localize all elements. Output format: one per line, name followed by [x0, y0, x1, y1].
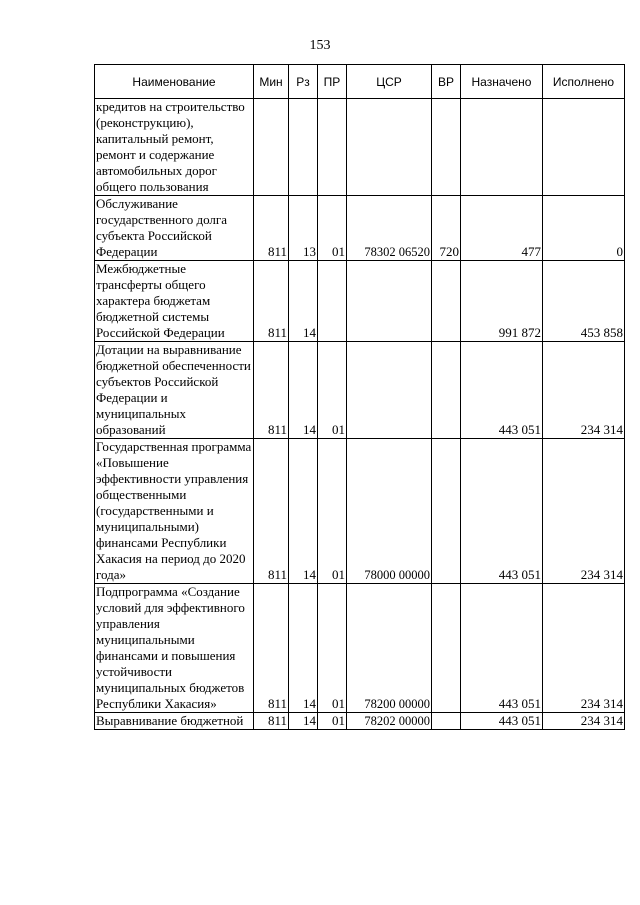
header-assigned: Назначено [461, 65, 543, 99]
cell-name: Дотации на выравнивание бюджетной обеспеченности субъектов Российской Федерации и муниципальных образований [95, 342, 254, 439]
cell-min: 811 [254, 713, 289, 730]
cell-executed: 234 314 [543, 439, 625, 584]
cell-vr [432, 342, 461, 439]
table-row [95, 584, 625, 713]
cell-min: 811 [254, 342, 289, 439]
cell-assigned: 443 051 [461, 439, 543, 584]
cell-min: 811 [254, 196, 289, 261]
cell-name: Государственная программа «Повышение эффективности управления общественными (государственными и муниципальными) финансами Республики Хакасия на период до 2020 года» [95, 439, 254, 584]
cell-vr [432, 439, 461, 584]
cell-executed: 0 [543, 196, 625, 261]
cell-rz: 14 [289, 342, 318, 439]
cell-name: Выравнивание бюджетной [95, 713, 254, 730]
cell-pr: 01 [318, 584, 347, 713]
cell-assigned: 991 872 [461, 261, 543, 342]
cell-assigned: 443 051 [461, 713, 543, 730]
cell-executed: 234 314 [543, 584, 625, 713]
cell-rz: 14 [289, 261, 318, 342]
cell-csr [347, 99, 432, 196]
header-min: Мин [254, 65, 289, 99]
table-row [95, 342, 625, 439]
cell-vr [432, 261, 461, 342]
cell-vr: 720 [432, 196, 461, 261]
page-number: 153 [309, 38, 331, 53]
cell-executed: 453 858 [543, 261, 625, 342]
cell-rz [289, 99, 318, 196]
cell-rz: 14 [289, 584, 318, 713]
cell-min: 811 [254, 584, 289, 713]
cell-csr: 78202 00000 [347, 713, 432, 730]
cell-csr [347, 342, 432, 439]
table-row [95, 99, 625, 196]
cell-pr: 01 [318, 342, 347, 439]
cell-pr [318, 99, 347, 196]
cell-min: 811 [254, 439, 289, 584]
table-row [95, 196, 625, 261]
table-row [95, 261, 625, 342]
cell-min: 811 [254, 261, 289, 342]
header-vr: ВР [432, 65, 461, 99]
cell-pr [318, 261, 347, 342]
table-header-row [95, 65, 625, 99]
cell-name: Подпрограмма «Создание условий для эффективного управления муниципальными финансами и повышения устойчивости муниципальных бюджетов Республики Хакасия» [95, 584, 254, 713]
header-pr: ПР [318, 65, 347, 99]
cell-min [254, 99, 289, 196]
cell-pr: 01 [318, 196, 347, 261]
cell-assigned: 443 051 [461, 342, 543, 439]
cell-pr: 01 [318, 713, 347, 730]
cell-rz: 14 [289, 439, 318, 584]
cell-executed: 234 314 [543, 342, 625, 439]
cell-name: Обслуживание государственного долга субъекта Российской Федерации [95, 196, 254, 261]
header-executed: Исполнено [543, 65, 625, 99]
header-csr: ЦСР [347, 65, 432, 99]
header-rz: Рз [289, 65, 318, 99]
cell-csr: 78000 00000 [347, 439, 432, 584]
table-row [95, 713, 625, 730]
cell-name: кредитов на строительство (реконструкцию), капитальный ремонт, ремонт и содержание автомобильных дорог общего пользования [95, 99, 254, 196]
cell-assigned: 477 [461, 196, 543, 261]
cell-assigned: 443 051 [461, 584, 543, 713]
table-row [95, 439, 625, 584]
cell-csr: 78200 00000 [347, 584, 432, 713]
cell-assigned [461, 99, 543, 196]
budget-table [94, 64, 625, 730]
cell-csr [347, 261, 432, 342]
cell-executed: 234 314 [543, 713, 625, 730]
cell-name: Межбюджетные трансферты общего характера бюджетам бюджетной системы Российской Федерации [95, 261, 254, 342]
cell-executed [543, 99, 625, 196]
cell-vr [432, 99, 461, 196]
cell-rz: 14 [289, 713, 318, 730]
cell-vr [432, 584, 461, 713]
cell-rz: 13 [289, 196, 318, 261]
header-name: Наименование [95, 65, 254, 99]
cell-pr: 01 [318, 439, 347, 584]
cell-vr [432, 713, 461, 730]
cell-csr: 78302 06520 [347, 196, 432, 261]
